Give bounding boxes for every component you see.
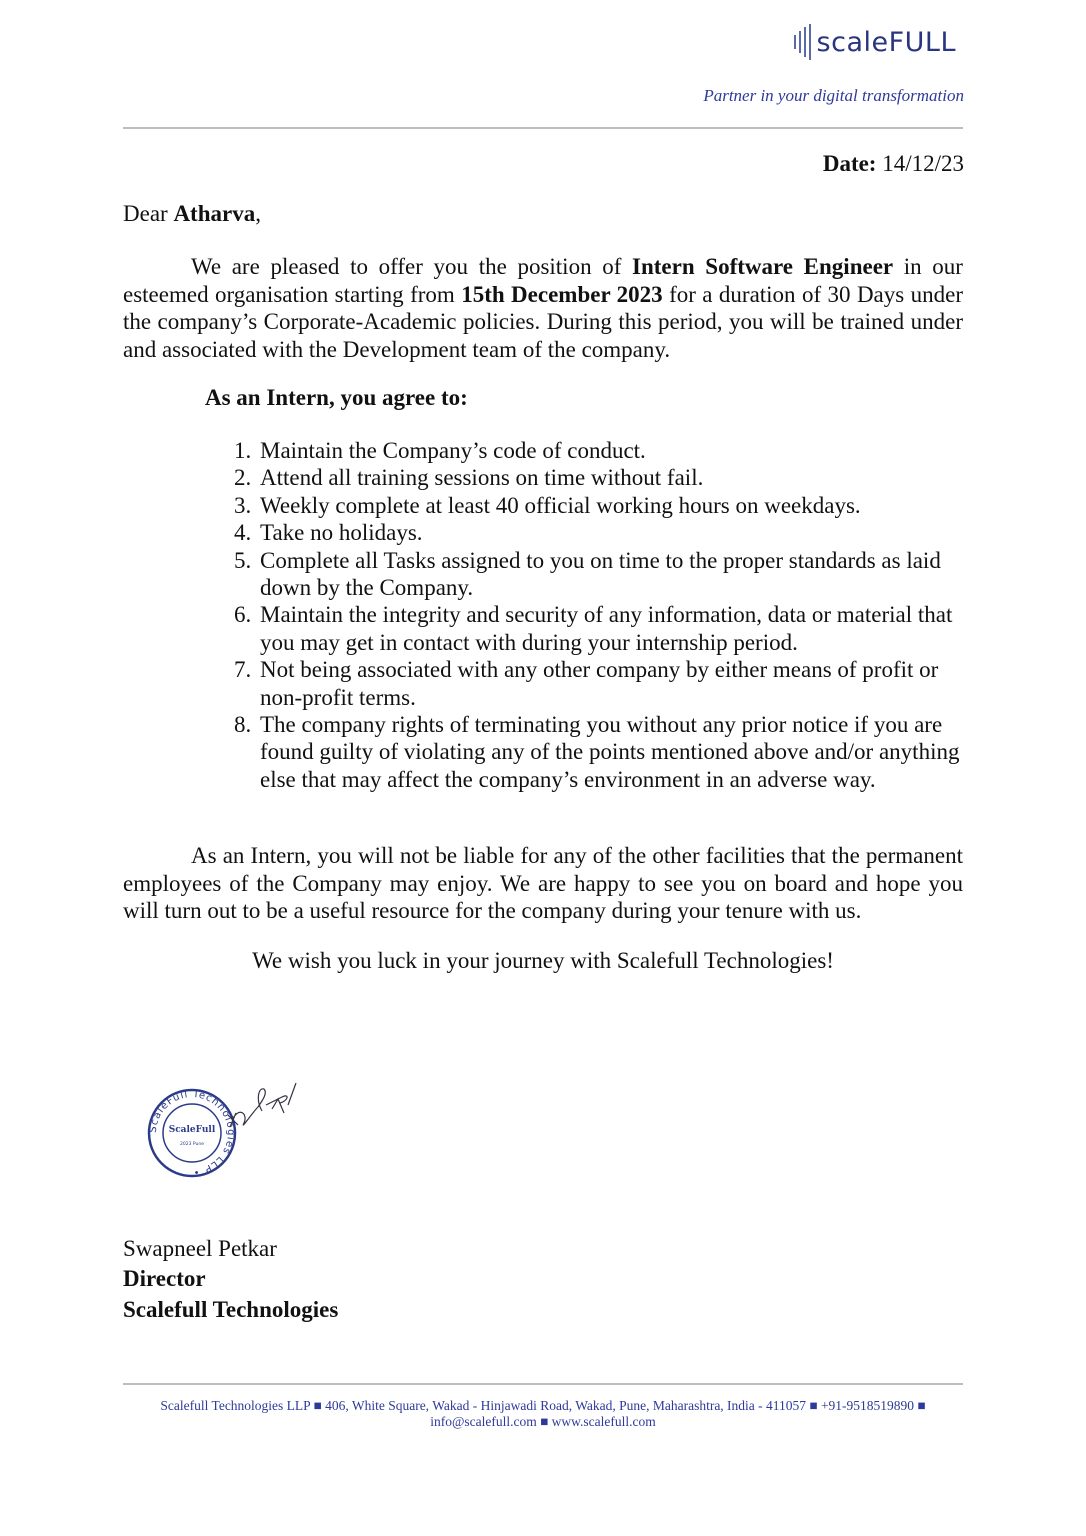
logo-bars-icon [794,24,811,60]
list-item-number: 7. [234,657,252,683]
salutation-greeting: Dear [123,201,168,226]
list-item-number: 6. [234,602,252,628]
salutation [123,201,261,227]
intro-paragraph [123,253,963,363]
list-item [234,601,970,656]
svg-text:2023 Pune: 2023 Pune [180,1142,204,1147]
intro-text-2: in our esteemed organisation starting from [123,254,963,307]
list-item-number: 4. [234,520,252,546]
closing-line: We wish you luck in your journey with Scalefull Technologies! [252,948,834,973]
list-item-number: 5. [234,547,252,573]
stamp-and-signature [140,1075,310,1185]
list-item-text: Not being associated with any other company by either means of profit or non-profit terms. [260,657,939,710]
signatory-company: Scalefull Technologies [123,1297,339,1322]
company-stamp-icon [140,1075,310,1185]
signatory-name: Swapneel Petkar [123,1236,277,1261]
list-item-text: Take no holidays. [260,520,423,546]
list-item [234,656,970,711]
list-item-text: Maintain the Company’s code of conduct. [260,438,646,463]
list-item [234,464,970,491]
recipient-name: Atharva [173,201,256,226]
list-item [234,437,970,464]
list-item [234,547,970,602]
list-item [234,711,970,793]
company-logo [794,22,956,62]
list-item [234,519,970,546]
date-label: Date: [822,151,877,176]
intro-text-3: for a duration of 30 Days under the company’s Corporate-Academic policies. During this period, you will be trained under and associated with the Development team of the company. [123,281,963,362]
svg-text:ScaleFull Technologies LLP •: ScaleFull Technologies LLP • [147,1088,237,1178]
signatory-title: Director [123,1266,206,1291]
list-item [234,492,970,519]
list-item-number: 2. [234,465,252,491]
footer-address-line: Scalefull Technologies LLP ■ 406, White Square, Wakad - Hinjawadi Road, Wakad, Pune, Maharashtra, India - 411057 ■ +91-9518519890 ■ [160,1398,926,1413]
footer-contact-line: info@scalefull.com ■ www.scalefull.com [430,1414,656,1429]
list-item-text: Complete all Tasks assigned to you on time to the proper standards as laid down by the Company. [260,547,941,601]
list-item-text: Maintain the integrity and security of any information, data or material that you may get in contact with during your internship period. [260,602,953,655]
footer-divider [123,1383,963,1385]
list-item-text: Attend all training sessions on time without fail. [260,465,704,491]
salutation-punct: , [255,201,261,226]
facilities-paragraph [123,842,963,925]
terms-list [234,437,970,793]
date-value: 14/12/23 [882,151,964,176]
agreement-heading: As an Intern, you agree to: [205,385,468,410]
svg-text:ScaleFull: ScaleFull [168,1125,216,1135]
facilities-text: As an Intern, you will not be liable for any of the other facilities that the permanent employees of the Company may enjoy. We are happy to see you on board and hope you will turn out to be a useful resource for the company during your tenure with us. [123,843,963,923]
list-item-text: The company rights of terminating you without any prior notice if you are found guilty of violating any of the points mentioned above and/or anything else that may affect the company’s environment in an adverse way. [260,712,960,792]
letter-date [823,151,964,177]
list-item-number: 3. [234,492,252,518]
position-title: Intern Software Engineer [632,254,894,279]
header-divider [123,127,963,129]
footer [123,1398,963,1430]
start-date: 15th December 2023 [461,281,663,307]
logo-text: scaleFULL [816,26,956,58]
list-item-number: 8. [234,712,252,738]
tagline: Partner in your digital transformation [703,86,964,105]
list-item-text: Weekly complete at least 40 official working hours on weekdays. [260,492,861,518]
list-item-number: 1. [234,438,252,463]
intro-text-1: We are pleased to offer you the position of [191,254,633,279]
